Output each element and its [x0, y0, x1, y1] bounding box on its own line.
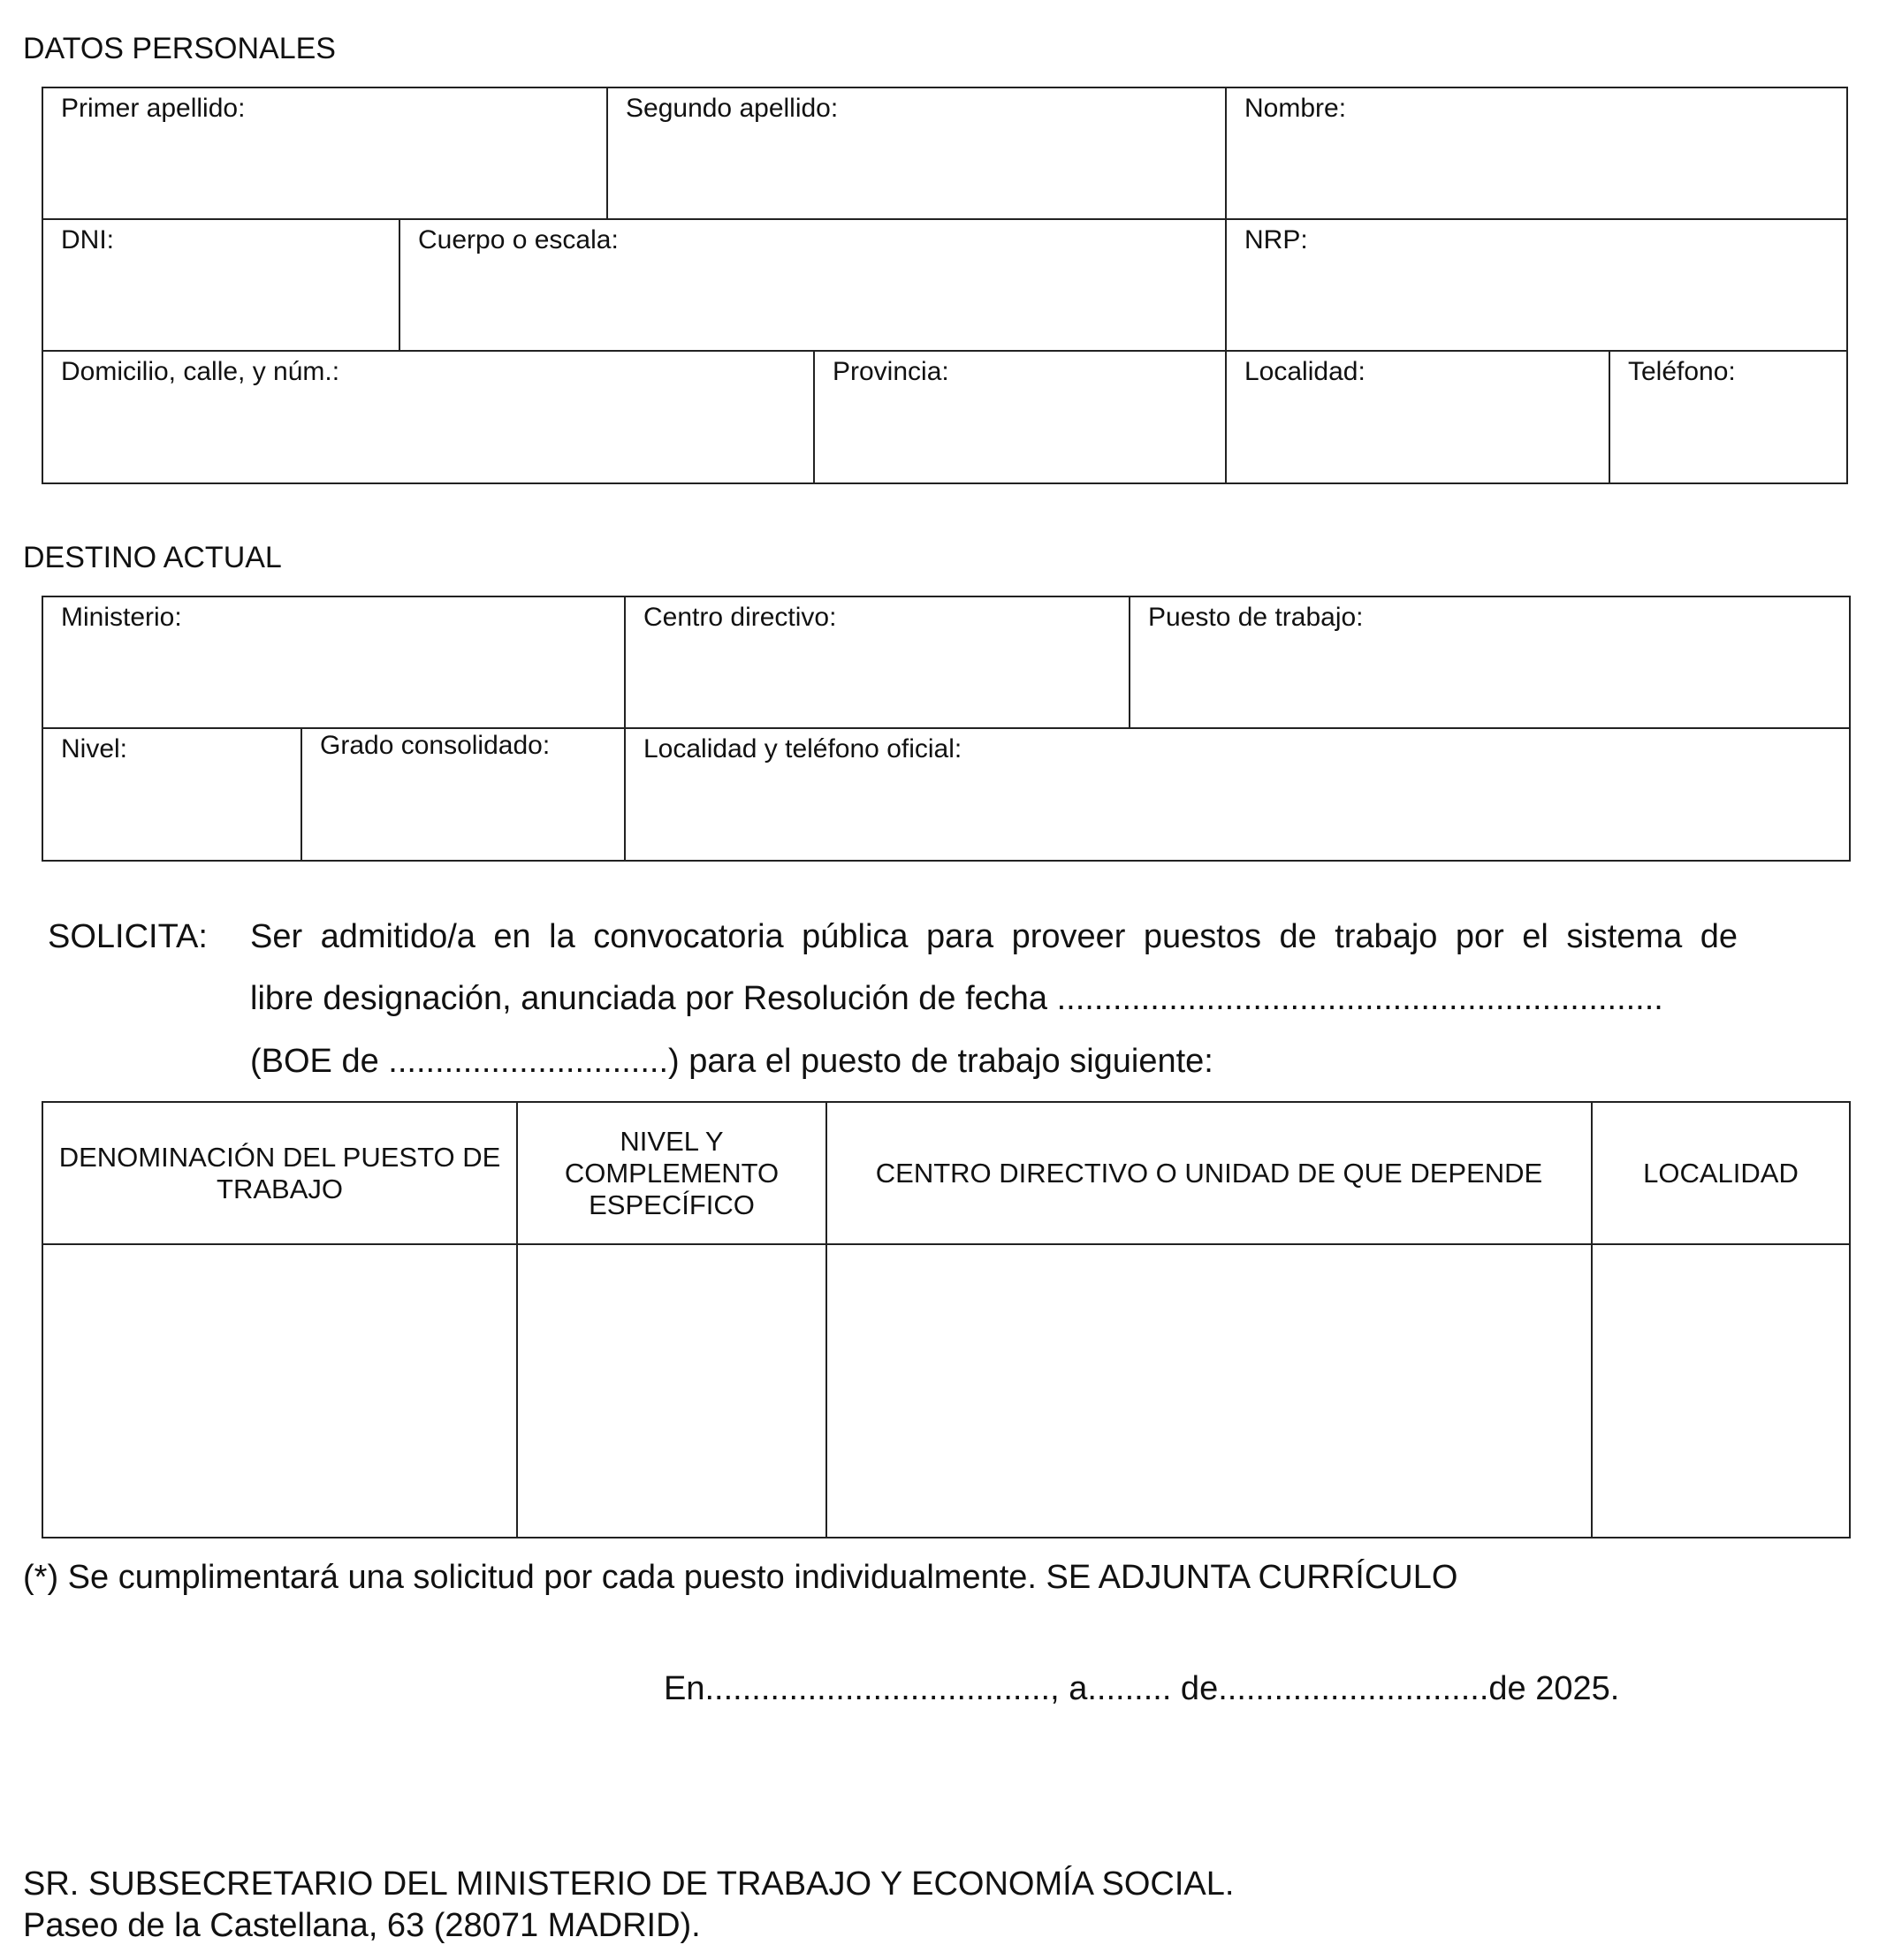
field-domicilio[interactable]	[43, 352, 815, 484]
label: Nombre:	[1244, 94, 1347, 123]
field-cuerpo-escala[interactable]	[400, 220, 1227, 352]
header-centro-directivo: CENTRO DIRECTIVO O UNIDAD DE QUE DEPENDE	[827, 1103, 1593, 1245]
field-nivel[interactable]	[43, 729, 302, 862]
datos-personales-table	[42, 87, 1848, 484]
label: Grado consolidado:	[320, 731, 551, 760]
field-nrp[interactable]	[1227, 220, 1848, 352]
label: Nivel:	[61, 734, 128, 763]
addressee-line-1: SR. SUBSECRETARIO DEL MINISTERIO DE TRABAJO Y ECONOMÍA SOCIAL.	[23, 1865, 1235, 1903]
destino-actual-table	[42, 596, 1851, 862]
field-localidad-telefono-oficial[interactable]	[626, 729, 1851, 862]
field-puesto-trabajo[interactable]	[1130, 597, 1851, 729]
footnote: (*) Se cumplimentará una solicitud por cada puesto individualmente. SE ADJUNTA CURRÍCULO	[23, 1559, 1458, 1596]
label: Ministerio:	[61, 603, 182, 632]
field-localidad[interactable]	[1227, 352, 1610, 484]
input-denominacion[interactable]	[43, 1245, 518, 1538]
label: DNI:	[61, 225, 114, 254]
solicita-line-3: (BOE de ..............................) para el puesto de trabajo siguiente:	[250, 1043, 1213, 1080]
label: NRP:	[1244, 225, 1308, 254]
field-grado-consolidado[interactable]	[302, 729, 626, 862]
field-telefono[interactable]	[1610, 352, 1848, 484]
label: Puesto de trabajo:	[1148, 603, 1364, 632]
section-title-destino-actual: DESTINO ACTUAL	[23, 541, 282, 574]
label: Primer apellido:	[61, 94, 246, 123]
header-localidad: LOCALIDAD	[1593, 1103, 1851, 1245]
field-ministerio[interactable]	[43, 597, 626, 729]
label: Localidad:	[1244, 357, 1366, 386]
field-nombre[interactable]	[1227, 88, 1848, 220]
puestos-table	[42, 1101, 1851, 1538]
solicita-line-2: libre designación, anunciada por Resolución de fecha .................................................................	[250, 980, 1663, 1017]
field-dni[interactable]	[43, 220, 400, 352]
addressee-line-2: Paseo de la Castellana, 63 (28071 MADRID).	[23, 1907, 701, 1944]
label: Cuerpo o escala:	[418, 225, 619, 254]
input-centro-directivo[interactable]	[827, 1245, 1593, 1538]
header-denominacion: DENOMINACIÓN DEL PUESTO DE TRABAJO	[43, 1103, 518, 1245]
solicita-label: SOLICITA:	[48, 918, 208, 955]
field-centro-directivo[interactable]	[626, 597, 1130, 729]
section-title-datos-personales: DATOS PERSONALES	[23, 32, 336, 65]
input-nivel-complemento[interactable]	[518, 1245, 827, 1538]
label: Provincia:	[833, 357, 949, 386]
date-line: En....................................., a......... de.............................de 2025.	[664, 1670, 1620, 1707]
input-localidad[interactable]	[1593, 1245, 1851, 1538]
header-nivel-complemento: NIVEL Y COMPLEMENTO ESPECÍFICO	[518, 1103, 827, 1245]
solicita-line-1: Ser admitido/a en la convocatoria pública para proveer puestos de trabajo por el sistema de	[250, 918, 1738, 955]
field-primer-apellido[interactable]	[43, 88, 608, 220]
label: Centro directivo:	[643, 603, 837, 632]
label: Domicilio, calle, y núm.:	[61, 357, 340, 386]
field-provincia[interactable]	[815, 352, 1227, 484]
label: Teléfono:	[1628, 357, 1736, 386]
field-segundo-apellido[interactable]	[608, 88, 1227, 220]
label: Segundo apellido:	[626, 94, 839, 123]
label: Localidad y teléfono oficial:	[643, 734, 962, 763]
